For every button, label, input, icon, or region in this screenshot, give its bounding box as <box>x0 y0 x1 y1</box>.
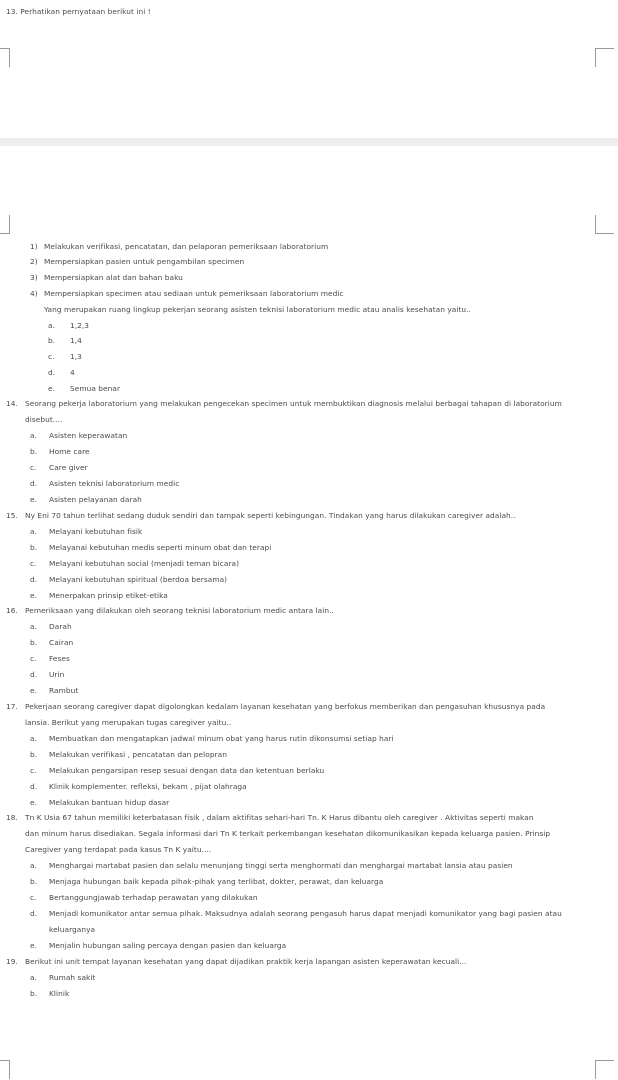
option-text[interactable]: Home care <box>49 447 90 456</box>
option-text[interactable]: Menjadi komunikator antar semua pihak. Maksudnya adalah seorang pengasuh harus dapat menjadi komunikator yang bagi pasien atau <box>49 909 562 918</box>
option-text[interactable]: Rambut <box>49 686 79 695</box>
q18-stem-line1: Tn K Usia 67 tahun memiliki keterbatasan fisik , dalam aktifitas sehari-hari Tn. K Harus dibantu oleh caregiver . Aktivitas seperti makan <box>25 813 534 822</box>
page-divider <box>0 138 618 146</box>
option-letter: b. <box>30 447 38 456</box>
option-letter: b. <box>48 336 56 345</box>
option-text[interactable]: Melakukan pengarsipan resep sesuai dengan data dan ketentuan berlaku <box>49 766 325 775</box>
option-letter: c. <box>30 559 37 568</box>
option-text[interactable]: Menjaga hubungan baik kepada pihak-pihak yang terlibat, dokter, perawat, dan keluarga <box>49 877 384 886</box>
option-letter: b. <box>30 543 38 552</box>
option-text[interactable]: Melakukan verifikasi , pencatatan dan pelopran <box>49 750 227 759</box>
option-letter: c. <box>48 352 55 361</box>
q14-stem-line2: disebut.... <box>25 415 63 424</box>
q16-stem: Pemeriksaan yang dilakukan oleh seorang teknisi laboratorium medic antara lain.. <box>25 606 334 615</box>
option-letter: d. <box>30 670 38 679</box>
option-text[interactable]: Cairan <box>49 638 74 647</box>
option-text[interactable]: Asisten teknisi laboratorium medic <box>49 479 180 488</box>
option-text[interactable]: 1,4 <box>70 336 82 345</box>
crop-mark-mid-left <box>0 215 10 234</box>
q17-stem-line2: lansia. Berikut yang merupakan tugas caregiver yaitu.. <box>25 718 232 727</box>
q14-number: 14. <box>6 399 18 408</box>
q14-stem-line1: Seorang pekerja laboratorium yang melakukan pengecekan specimen untuk membuktikan diagnosis melalui berbagai tahapan di laboratorium <box>25 399 562 408</box>
option-letter: a. <box>48 321 55 330</box>
option-text[interactable]: Melayani kebutuhan fisik <box>49 527 143 536</box>
statement-text: Mempersiapkan pasien untuk pengambilan specimen <box>44 257 245 266</box>
option-text[interactable]: Urin <box>49 670 65 679</box>
option-letter: d. <box>48 368 56 377</box>
statement-number: 3) <box>30 273 38 282</box>
option-text[interactable]: Menghargai martabat pasien dan selalu menunjang tinggi serta menghormati dan menghargai martabat lansia atau pasien <box>49 861 513 870</box>
q13-header: 13. Perhatikan pernyataan berikut ini ! <box>6 7 151 16</box>
option-text[interactable]: Melayanai kebutuhan medis seperti minum obat dan terapi <box>49 543 272 552</box>
option-letter: a. <box>30 861 37 870</box>
q18-stem-line2: dan minum harus disediakan. Segala informasi dari Tn K terkait perkembangan kesehatan dikomunikasikan kepada keluarga pasien. Prinsip <box>25 829 551 838</box>
option-letter: e. <box>48 384 55 393</box>
option-text[interactable]: Asisten pelayanan darah <box>49 495 142 504</box>
option-text[interactable]: Feses <box>49 654 70 663</box>
option-text[interactable]: Asisten keperawatan <box>49 431 128 440</box>
option-text[interactable]: Klinik komplementer. refleksi, bekam , pijat olahraga <box>49 782 247 791</box>
option-letter: e. <box>30 686 37 695</box>
statement-text: Mempersiapkan alat dan bahan baku <box>44 273 183 282</box>
option-letter: e. <box>30 941 37 950</box>
statement-text: Melakukan verifikasi, pencatatan, dan pelaporan pemeriksaan laboratorium <box>44 242 329 251</box>
statement-number: 2) <box>30 257 38 266</box>
q18-number: 18. <box>6 813 18 822</box>
option-letter: e. <box>30 495 37 504</box>
option-text[interactable]: Menerpakan prinsip etiket-etika <box>49 591 168 600</box>
option-text[interactable]: 1,3 <box>70 352 82 361</box>
crop-mark-bottom-left <box>0 1060 10 1079</box>
q13-stem: Yang merupakan ruang lingkup pekerjan seorang asisten teknisi laboratorium medic atau analis kesehatan yaitu.. <box>44 305 471 314</box>
option-letter: a. <box>30 734 37 743</box>
option-text[interactable]: 1,2,3 <box>70 321 90 330</box>
q19-stem: Berikut ini unit tempat layanan kesehatan yang dapat dijadikan praktik kerja lapangan asisten keperawatan kecuali... <box>25 957 467 966</box>
q17-stem-line1: Pekerjaan seorang caregiver dapat digolongkan kedalam layanan kesehatan yang berfokus memberikan dan pengasuhan khususnya pada <box>25 702 546 711</box>
statement-text: Mempersiapkan specimen atau sediaan untuk pemeriksaan laboratorium medic <box>44 289 344 298</box>
q15-number: 15. <box>6 511 18 520</box>
option-letter: c. <box>30 654 37 663</box>
option-letter: b. <box>30 877 38 886</box>
option-letter: e. <box>30 798 37 807</box>
statement-number: 1) <box>30 242 38 251</box>
crop-mark-top-right <box>595 48 614 67</box>
option-text[interactable]: Rumah sakit <box>49 973 96 982</box>
option-letter: a. <box>30 622 37 631</box>
option-text[interactable]: Care giver <box>49 463 88 472</box>
option-letter: b. <box>30 638 38 647</box>
option-letter: d. <box>30 575 38 584</box>
option-text[interactable]: 4 <box>70 368 75 377</box>
crop-mark-top-left <box>0 48 10 67</box>
statement-number: 4) <box>30 289 38 298</box>
q19-number: 19. <box>6 957 18 966</box>
q16-number: 16. <box>6 606 18 615</box>
option-letter: c. <box>30 893 37 902</box>
option-text[interactable]: Melayani kebutuhan social (menjadi teman bicara) <box>49 559 240 568</box>
option-text[interactable]: Menjalin hubungan saling percaya dengan pasien dan keluarga <box>49 941 287 950</box>
option-letter: b. <box>30 750 38 759</box>
crop-mark-mid-right <box>595 215 614 234</box>
option-text[interactable]: Melayani kebutuhan spiritual (berdoa bersama) <box>49 575 228 584</box>
option-letter: a. <box>30 431 37 440</box>
option-text[interactable]: Darah <box>49 622 72 631</box>
option-letter: a. <box>30 973 37 982</box>
q15-stem: Ny Eni 70 tahun terlihat sedang duduk sendiri dan tampak seperti kebingungan. Tindakan yang harus dilakukan caregiver adalah.. <box>25 511 516 520</box>
option-text-continuation[interactable]: keluarganya <box>49 925 96 934</box>
q17-number: 17. <box>6 702 18 711</box>
option-letter: c. <box>30 766 37 775</box>
option-letter: e. <box>30 591 37 600</box>
option-text[interactable]: Membuatkan dan mengatapkan jadwal minum obat yang harus rutin dikonsumsi setiap hari <box>49 734 394 743</box>
option-text[interactable]: Klinik <box>49 989 70 998</box>
option-letter: d. <box>30 782 38 791</box>
crop-mark-bottom-right <box>595 1060 614 1079</box>
q18-stem-line3: Caregiver yang terdapat pada kasus Tn K yaitu.... <box>25 845 212 854</box>
option-text[interactable]: Melakukan bantuan hidup dasar <box>49 798 170 807</box>
option-text[interactable]: Semua benar <box>70 384 121 393</box>
option-letter: d. <box>30 479 38 488</box>
option-letter: d. <box>30 909 38 918</box>
option-letter: c. <box>30 463 37 472</box>
option-letter: a. <box>30 527 37 536</box>
option-letter: b. <box>30 989 38 998</box>
option-text[interactable]: Bertanggungjawab terhadap perawatan yang dilakukan <box>49 893 258 902</box>
